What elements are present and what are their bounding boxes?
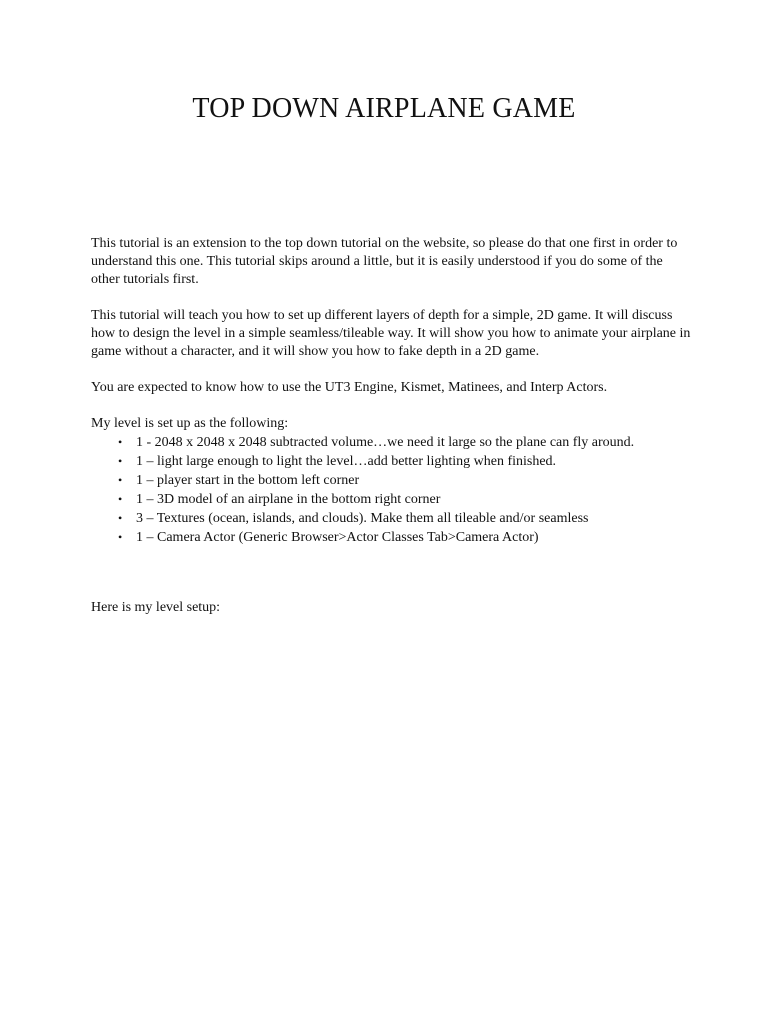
list-item — [91, 490, 691, 509]
list-item-text: 1 – Camera Actor (Generic Browser>Actor Classes Tab>Camera Actor) — [136, 530, 539, 545]
prerequisites-paragraph: You are expected to know how to use the UT3 Engine, Kismet, Matinees, and Interp Actors. — [91, 380, 608, 395]
list-item — [91, 509, 691, 528]
document-body — [91, 235, 691, 547]
intro-paragraph: This tutorial is an extension to the top down tutorial on the website, so please do that one first in order to understand this one. This tutorial skips around a little, but it is easily understood if you do some of the other tutorials first. — [91, 236, 678, 287]
level-setup-caption: Here is my level setup: — [91, 600, 221, 615]
bullet-icon: • — [118, 530, 123, 544]
bullet-icon: • — [118, 435, 123, 449]
list-item — [91, 471, 691, 490]
list-item — [91, 528, 691, 547]
list-item-text: 1 - 2048 x 2048 x 2048 subtracted volume…we need it large so the plane can fly around. — [136, 435, 635, 450]
bullet-icon: • — [118, 492, 123, 506]
overview-paragraph: This tutorial will teach you how to set up different layers of depth for a simple, 2D game. It will discuss how to design the level in a simple seamless/tileable way. It will show you how to animate your airplane in game without a character, and it will show you how to fake depth in a 2D game. — [91, 308, 691, 359]
document-title: TOP DOWN AIRPLANE GAME — [192, 93, 576, 124]
list-item-text: 1 – light large enough to light the level…add better lighting when finished. — [136, 454, 557, 469]
bullet-icon: • — [118, 454, 123, 468]
list-item-text: 3 – Textures (ocean, islands, and clouds). Make them all tileable and/or seamless — [136, 511, 589, 526]
bullet-icon: • — [118, 473, 123, 487]
bullet-icon: • — [118, 511, 123, 525]
list-item-text: 1 – player start in the bottom left corner — [136, 473, 360, 488]
list-item — [91, 433, 691, 452]
list-item-text: 1 – 3D model of an airplane in the bottom right corner — [136, 492, 441, 507]
level-setup-list — [91, 433, 691, 547]
list-intro: My level is set up as the following: — [91, 416, 289, 431]
list-item — [91, 452, 691, 471]
